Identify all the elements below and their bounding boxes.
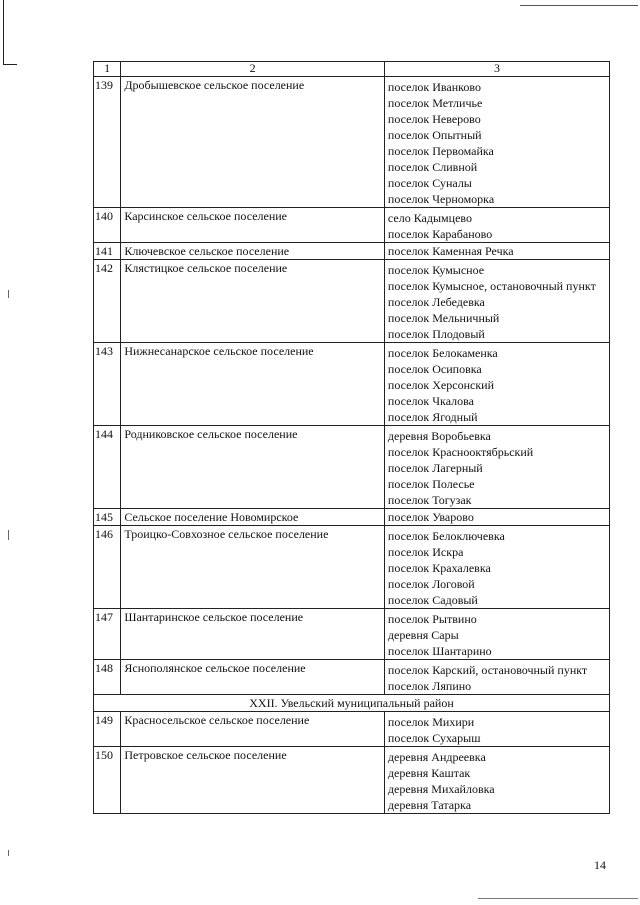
place-name: деревня Каштак	[387, 766, 471, 780]
row-number: 139	[94, 77, 121, 208]
table-row	[94, 426, 610, 509]
places-cell	[384, 243, 609, 260]
header-cell-settlement: 2	[121, 62, 385, 77]
place-name: поселок Иванково	[387, 80, 481, 94]
place-name: поселок Полесье	[387, 477, 475, 491]
place-name: поселок Ягодный	[387, 410, 478, 424]
place-name: поселок Рытвино	[387, 612, 477, 626]
place-name: поселок Опытный	[387, 128, 482, 142]
place-name: поселок Карский, остановочный пункт	[387, 663, 588, 677]
header-cell-number: 1	[94, 62, 121, 77]
place-name: поселок Искра	[387, 545, 464, 559]
row-number: 145	[94, 509, 121, 526]
table-row	[94, 609, 610, 660]
table-row	[94, 509, 610, 526]
place-name: поселок Уварово	[387, 510, 474, 524]
places-cell	[384, 712, 609, 747]
places-cell	[384, 343, 609, 426]
settlement-name: Нижнесанарское сельское поселение	[121, 343, 385, 426]
place-name: деревня Андреевка	[387, 750, 486, 764]
place-name: поселок Белокаменка	[387, 346, 498, 360]
place-name: поселок Лебедевка	[387, 295, 485, 309]
settlement-name: Петровское сельское поселение	[121, 747, 385, 814]
place-name: поселок Плодовый	[387, 327, 485, 341]
row-number: 149	[94, 712, 121, 747]
table-header-row	[94, 62, 610, 77]
page-number: 14	[594, 858, 606, 872]
place-name: поселок Неверово	[387, 112, 481, 126]
places-cell	[384, 747, 609, 814]
place-name: поселок Сливной	[387, 160, 478, 174]
place-name: поселок Садовый	[387, 593, 478, 607]
places-cell	[384, 208, 609, 243]
place-name: поселок Лагерный	[387, 461, 483, 475]
place-name: поселок Суналы	[387, 176, 472, 190]
place-name: поселок Ляпино	[387, 679, 472, 693]
place-name: поселок Краснооктябрьский	[387, 445, 534, 459]
row-number: 143	[94, 343, 121, 426]
place-name: поселок Логовой	[387, 577, 475, 591]
place-name: деревня Воробьевка	[387, 429, 491, 443]
settlement-name: Родниковское сельское поселение	[121, 426, 385, 509]
places-cell	[384, 260, 609, 343]
scan-edge-mark	[8, 850, 9, 856]
place-name: поселок Кумысное	[387, 263, 485, 277]
places-cell	[384, 660, 609, 695]
scan-edge-mark	[3, 64, 17, 65]
place-name: деревня Михайловка	[387, 782, 495, 796]
scan-edge-mark	[8, 530, 9, 540]
settlement-name: Клястицкое сельское поселение	[121, 260, 385, 343]
table-row	[94, 243, 610, 260]
place-name: поселок Михири	[387, 715, 475, 729]
settlement-name: Ключевское сельское поселение	[121, 243, 385, 260]
row-number: 142	[94, 260, 121, 343]
scan-edge-mark	[3, 0, 4, 65]
section-title: XXII. Увельский муниципальный район	[94, 695, 610, 712]
section-header-row	[94, 695, 610, 712]
row-number: 146	[94, 526, 121, 609]
row-number: 140	[94, 208, 121, 243]
header-cell-places: 3	[384, 62, 609, 77]
settlement-name: Троицко-Совхозное сельское поселение	[121, 526, 385, 609]
table-row	[94, 77, 610, 208]
table-row	[94, 343, 610, 426]
table-row	[94, 260, 610, 343]
place-name: поселок Шантарино	[387, 644, 492, 658]
table-row	[94, 660, 610, 695]
place-name: деревня Сары	[387, 628, 459, 642]
row-number: 141	[94, 243, 121, 260]
row-number: 148	[94, 660, 121, 695]
places-cell	[384, 426, 609, 509]
places-cell	[384, 509, 609, 526]
settlement-name: Шантаринское сельское поселение	[121, 609, 385, 660]
place-name: поселок Каменная Речка	[387, 244, 514, 258]
settlement-name: Карсинское сельское поселение	[121, 208, 385, 243]
table-body	[94, 62, 610, 814]
scan-edge-mark	[520, 5, 638, 6]
place-name: поселок Карабаново	[387, 227, 493, 241]
place-name: поселок Мельничный	[387, 311, 500, 325]
place-name: село Кадымцево	[387, 211, 472, 225]
row-number: 150	[94, 747, 121, 814]
settlement-name: Дробышевское сельское поселение	[121, 77, 385, 208]
settlement-name: Яснополянское сельское поселение	[121, 660, 385, 695]
table-row	[94, 712, 610, 747]
settlement-name: Сельское поселение Новомирское	[121, 509, 385, 526]
table-row	[94, 526, 610, 609]
settlement-name: Красносельское сельское поселение	[121, 712, 385, 747]
place-name: поселок Крахалевка	[387, 561, 491, 575]
places-cell	[384, 609, 609, 660]
place-name: поселок Белоключевка	[387, 529, 505, 543]
place-name: поселок Херсонский	[387, 378, 494, 392]
places-cell	[384, 77, 609, 208]
place-name: поселок Тогузак	[387, 493, 472, 507]
place-name: поселок Осиповка	[387, 362, 482, 376]
settlements-table	[93, 61, 610, 814]
place-name: деревня Татарка	[387, 798, 472, 812]
place-name: поселок Кумысное, остановочный пункт	[387, 279, 596, 293]
place-name: поселок Черноморка	[387, 192, 495, 206]
row-number: 144	[94, 426, 121, 509]
places-cell	[384, 526, 609, 609]
table-row	[94, 208, 610, 243]
scan-edge-mark	[8, 290, 9, 298]
scan-edge-mark	[478, 898, 638, 899]
place-name: поселок Метличье	[387, 96, 483, 110]
row-number: 147	[94, 609, 121, 660]
table-row	[94, 747, 610, 814]
place-name: поселок Первомайка	[387, 144, 494, 158]
place-name: поселок Сухарыш	[387, 731, 481, 745]
place-name: поселок Чкалова	[387, 394, 474, 408]
